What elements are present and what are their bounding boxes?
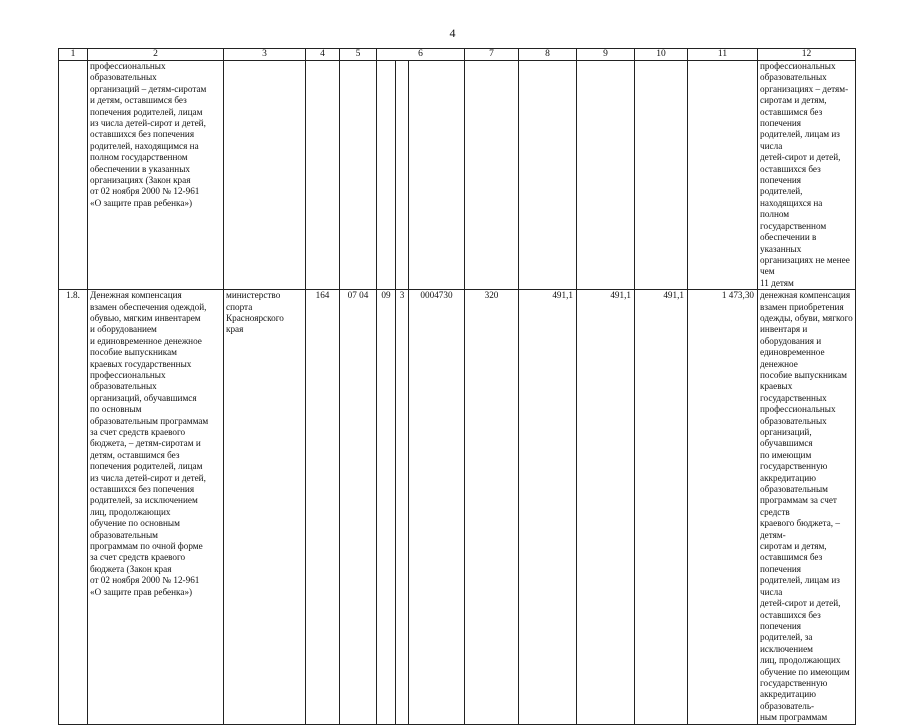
amount-year-1 bbox=[519, 61, 577, 290]
csr-item-code: 0004730 bbox=[409, 290, 465, 724]
column-header: 6 bbox=[377, 49, 465, 61]
column-header: 5 bbox=[340, 49, 377, 61]
vr-code bbox=[465, 61, 519, 290]
amount-year-3 bbox=[635, 61, 688, 290]
column-number-row bbox=[59, 49, 856, 61]
amount-total bbox=[688, 61, 758, 290]
table-row bbox=[59, 290, 856, 724]
program-table bbox=[58, 48, 856, 725]
rzpr-code bbox=[340, 61, 377, 290]
csr-program-code bbox=[377, 61, 396, 290]
column-header: 3 bbox=[224, 49, 306, 61]
column-header: 12 bbox=[758, 49, 856, 61]
measure-name: профессиональных образовательных организаций – детям-сиротам и детям, оставшимся без попечения родителей, лицам из числа детей-сирот и детей, оставшихся без попечения родителей, находящимся на полном государственном обеспечении в указанных организациях (Закон края от 02 ноября 2000 № 12-961 «О защите прав ребенка») bbox=[88, 61, 224, 290]
column-header: 11 bbox=[688, 49, 758, 61]
grbs-code: 164 bbox=[306, 290, 340, 724]
csr-program-code: 09 bbox=[377, 290, 396, 724]
column-header: 8 bbox=[519, 49, 577, 61]
amount-total: 1 473,30 bbox=[688, 290, 758, 724]
column-header: 10 bbox=[635, 49, 688, 61]
column-header: 1 bbox=[59, 49, 88, 61]
amount-year-2 bbox=[577, 61, 635, 290]
column-header: 4 bbox=[306, 49, 340, 61]
amount-year-2: 491,1 bbox=[577, 290, 635, 724]
amount-year-3: 491,1 bbox=[635, 290, 688, 724]
csr-item-code bbox=[409, 61, 465, 290]
grbs-name: министерство спорта Красноярского края bbox=[224, 290, 306, 724]
expected-result: денежная компенсация взамен приобретения одежды, обуви, мягкого инвентаря и оборудования и единовременное денежное пособие выпускникам краевых государственных профессиональных образовательных организаций, обучавшимся по имеющим государственную аккредитацию образовательным программам за счет средств краевого бюджета, – детям- сиротам и детям, оставшимся без попечения родителей, лицам из числа детей-сирот и детей, оставшихся без попечения родителей, за исключением лиц, продолжающих обучение по имеющим государственную аккредитацию образователь- ным программам bbox=[758, 290, 856, 724]
row-number: 1.8. bbox=[59, 290, 88, 724]
row-number bbox=[59, 61, 88, 290]
amount-year-1: 491,1 bbox=[519, 290, 577, 724]
table-row bbox=[59, 61, 856, 290]
column-header: 2 bbox=[88, 49, 224, 61]
csr-subprogram-code bbox=[396, 61, 409, 290]
page-number: 4 bbox=[449, 26, 456, 40]
grbs-name bbox=[224, 61, 306, 290]
column-header: 7 bbox=[465, 49, 519, 61]
grbs-code bbox=[306, 61, 340, 290]
expected-result: профессиональных образовательных организациях – детям- сиротам и детям, оставшимся без попечения родителей, лицам из числа детей-сирот и детей, оставшихся без попечения родителей, находящихся на полном государственном обеспечении в указанных организациях не менее чем 11 детям bbox=[758, 61, 856, 290]
vr-code: 320 bbox=[465, 290, 519, 724]
rzpr-code: 07 04 bbox=[340, 290, 377, 724]
column-header: 9 bbox=[577, 49, 635, 61]
csr-subprogram-code: 3 bbox=[396, 290, 409, 724]
measure-name: Денежная компенсация взамен обеспечения одеждой, обувью, мягким инвентарем и оборудованием и единовременное денежное пособие выпускникам краевых государственных профессиональных образовательных организаций, обучавшимся по основным образовательным программам за счет средств краевого бюджета, – детям-сиротам и детям, оставшимся без попечения родителей, лицам из числа детей-сирот и детей, оставшихся без попечения родителей, за исключением лиц, продолжающих обучение по основным образовательным программам по очной форме за счет средств краевого бюджета (Закон края от 02 ноября 2000 № 12-961 «О защите прав ребенка») bbox=[88, 290, 224, 724]
